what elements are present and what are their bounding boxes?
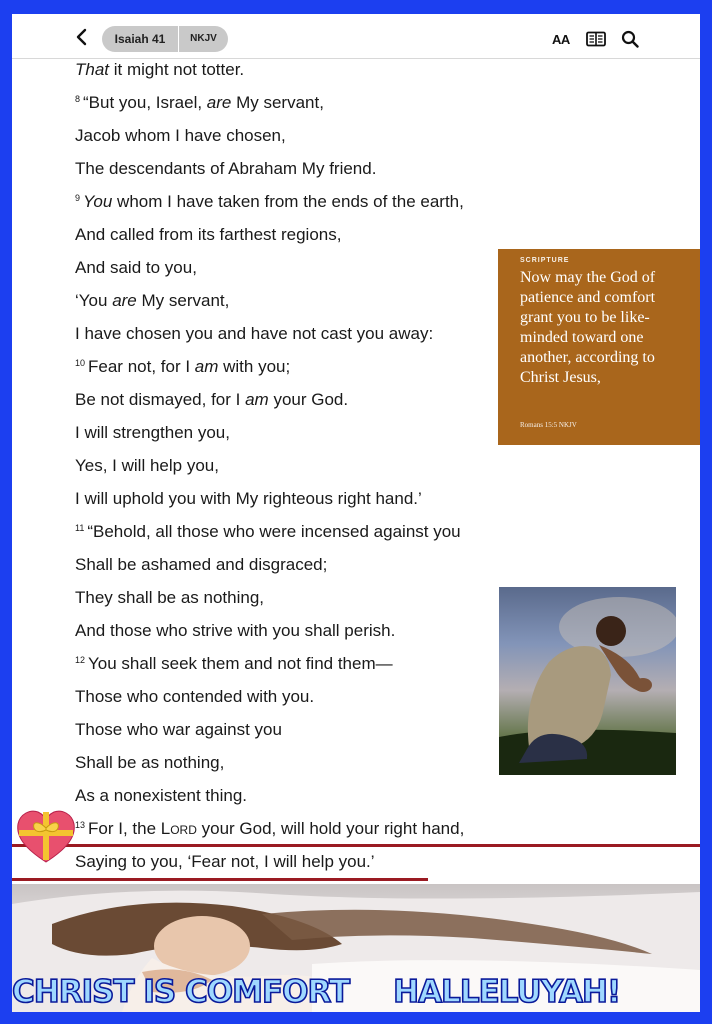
verse-text-segment: am xyxy=(194,357,219,376)
verse-text-segment: Fear not, for I xyxy=(88,357,195,376)
verse-line[interactable] xyxy=(75,522,505,555)
verse-text-segment: am xyxy=(245,390,269,409)
verse-text-segment: it might not totter. xyxy=(109,60,245,79)
verse-text-segment: I have chosen you and have not cast you away: xyxy=(75,324,434,343)
verse-text-segment: whom I have taken from the ends of the earth, xyxy=(112,192,464,211)
highlight-line xyxy=(12,844,700,847)
praying-man-illustration xyxy=(499,587,676,775)
book-chapter-button[interactable]: Isaiah 41 xyxy=(102,26,179,52)
verse-text-segment: You shall seek them and not find them— xyxy=(88,654,393,673)
verse-text-segment: with you; xyxy=(218,357,291,376)
verse-text-segment: Be not dismayed, for I xyxy=(75,390,246,409)
verse-text-segment: “Behold, all those who were incensed against you xyxy=(87,522,461,541)
verse-line[interactable] xyxy=(75,753,505,786)
verse-line[interactable] xyxy=(75,456,505,489)
verse-text-segment: Those who war against you xyxy=(75,720,282,739)
verse-text-segment: For I, the xyxy=(88,819,161,838)
highlight-line-short xyxy=(12,878,428,881)
verse-line[interactable] xyxy=(75,126,505,159)
verse-number: 9 xyxy=(75,193,81,203)
verse-text-segment: Those who contended with you. xyxy=(75,687,315,706)
verse-text-segment: And said to you, xyxy=(75,258,197,277)
verse-text-segment: Yes, I will help you, xyxy=(75,456,219,475)
verse-line[interactable] xyxy=(75,93,505,126)
verse-line[interactable] xyxy=(75,291,505,324)
verse-line[interactable] xyxy=(75,786,505,819)
verse-line[interactable] xyxy=(75,390,505,423)
banner-left-text: CHRIST IS COMFORT xyxy=(12,974,350,1010)
verse-text-segment: As a nonexistent thing. xyxy=(75,786,248,805)
verse-line[interactable] xyxy=(75,60,505,93)
verse-text-segment: The descendants of Abraham My friend. xyxy=(75,159,377,178)
verse-line[interactable] xyxy=(75,687,505,720)
verse-line[interactable] xyxy=(75,357,505,390)
verse-line[interactable] xyxy=(75,192,505,225)
verse-text-segment: Saying to you, ‘Fear not, I will help you.’ xyxy=(75,852,375,871)
verse-text-segment: And called from its farthest regions, xyxy=(75,225,342,244)
verse-text-segment: My servant, xyxy=(136,291,230,310)
verse-line[interactable] xyxy=(75,258,505,291)
verse-text-segment: Lord xyxy=(160,819,197,838)
heart-with-ribbon-icon xyxy=(14,806,78,866)
praying-man-photo xyxy=(499,587,676,775)
top-bar xyxy=(12,14,700,59)
verse-text-segment: ‘You xyxy=(75,291,113,310)
bible-reader-page xyxy=(12,14,700,1012)
verse-line[interactable] xyxy=(75,588,505,621)
verse-text-segment: That xyxy=(75,60,110,79)
book-icon[interactable] xyxy=(586,31,606,47)
verse-number: 12 xyxy=(75,655,86,665)
verse-number: 13 xyxy=(75,820,86,830)
verse-number: 8 xyxy=(75,94,81,104)
verse-text-segment: My servant, xyxy=(231,93,324,112)
passage-selector xyxy=(102,26,228,52)
verse-text-segment: They shall be as nothing, xyxy=(75,588,265,607)
search-icon[interactable] xyxy=(621,30,639,48)
verse-text-segment: are xyxy=(112,291,137,310)
version-button[interactable]: NKJV xyxy=(190,33,217,44)
verse-line[interactable] xyxy=(75,654,505,687)
chevron-left-icon[interactable] xyxy=(74,28,90,46)
verse-line[interactable] xyxy=(75,555,505,588)
verse-text-segment: Jacob whom I have chosen, xyxy=(75,126,286,145)
verse-number: 10 xyxy=(75,358,86,368)
verse-number: 11 xyxy=(75,523,85,533)
scripture-card-reference: Romans 15:5 NKJV xyxy=(520,421,577,429)
scripture-card[interactable] xyxy=(498,249,700,445)
verse-text-segment: I will strengthen you, xyxy=(75,423,230,442)
verse-text-segment: are xyxy=(206,93,232,112)
verse-line[interactable] xyxy=(75,621,505,654)
verse-text-segment: Shall be ashamed and disgraced; xyxy=(75,555,328,574)
verse-text-segment: “But you, Israel, xyxy=(83,93,207,112)
verse-line[interactable] xyxy=(75,819,505,852)
scripture-card-text: Now may the God of patience and comfort grant you to be like-minded toward one another, according to Christ Jesus, xyxy=(520,269,656,386)
banner-text xyxy=(12,974,700,1010)
verse-line[interactable] xyxy=(75,423,505,456)
verse-line[interactable] xyxy=(75,159,505,192)
font-size-button[interactable]: AA xyxy=(552,32,570,47)
verse-text-segment: your God. xyxy=(268,390,349,409)
verse-text-segment: You xyxy=(83,192,113,211)
comfort-banner xyxy=(12,884,700,1012)
verse-line[interactable] xyxy=(75,225,505,258)
verse-line[interactable] xyxy=(75,324,505,357)
verse-line[interactable] xyxy=(75,720,505,753)
verse-text xyxy=(75,60,505,885)
verse-line[interactable] xyxy=(75,489,505,522)
verse-text-segment: And those who strive with you shall perish. xyxy=(75,621,396,640)
banner-right-text: HALLELUYAH! xyxy=(393,974,621,1010)
scripture-card-label: SCRIPTURE xyxy=(520,257,570,264)
verse-text-segment: I will uphold you with My righteous right hand.’ xyxy=(75,489,422,508)
verse-text-segment: Shall be as nothing, xyxy=(75,753,225,772)
verse-text-segment: your God, will hold your right hand, xyxy=(196,819,465,838)
